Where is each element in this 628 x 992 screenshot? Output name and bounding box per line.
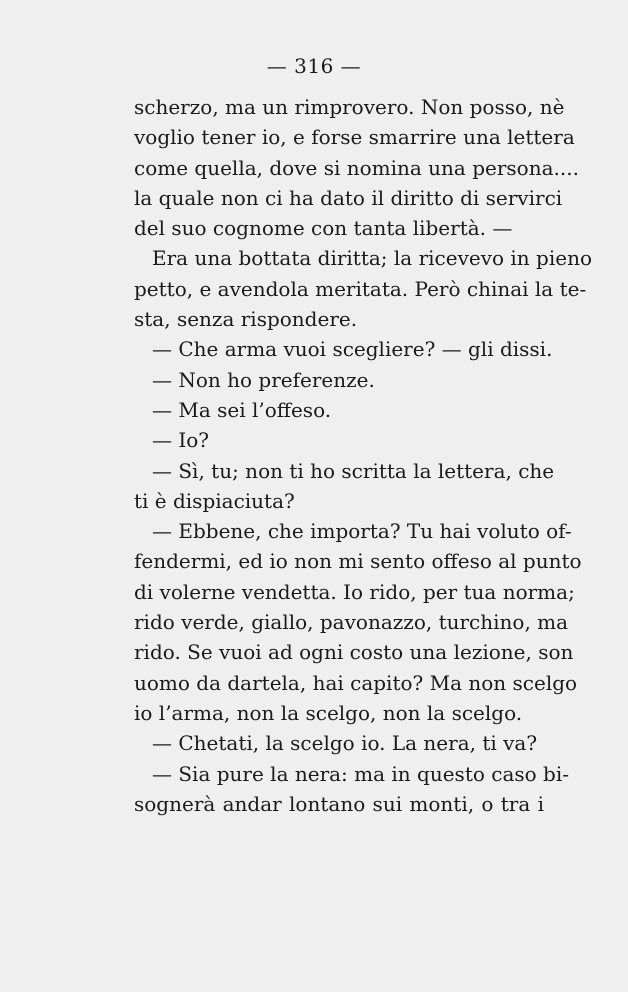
text-line: come quella, dove si nomina una persona.... xyxy=(134,155,579,180)
text-line: voglio tener io, e forse smarrire una lettera xyxy=(134,125,575,150)
text-line: scherzo, ma un rimprovero. Non posso, nè xyxy=(134,95,565,119)
text-line: io l’arma, non la scelgo, non la scelgo. xyxy=(134,700,523,725)
text-line: uomo da dartela, hai capito? Ma non scelgo xyxy=(134,670,578,695)
text-line: rido. Se vuoi ad ogni costo una lezione, son xyxy=(134,640,574,665)
text-line: di volerne vendetta. Io rido, per tua norma; xyxy=(134,579,575,604)
text-line: — Sì, tu; non ti ho scritta la lettera, che xyxy=(152,458,555,483)
page-number: — 316 — xyxy=(266,54,362,78)
text-line: sta, senza rispondere. xyxy=(134,307,358,332)
text-line: rido verde, giallo, pavonazzo, turchino, ma xyxy=(134,610,569,635)
text-line: fendermi, ed io non mi sento offeso al punto xyxy=(134,549,582,574)
text-line: — Chetati, la scelgo io. La nera, ti va? xyxy=(152,731,538,756)
text-line: Era una bottata diritta; la ricevevo in pieno xyxy=(152,246,592,271)
text-line: petto, e avendola meritata. Però chinai la te- xyxy=(134,276,587,301)
text-line: ti è dispiaciuta? xyxy=(134,488,295,513)
body-text xyxy=(134,92,592,819)
text-line: sognerà andar lontano sui monti, o tra i xyxy=(134,791,544,816)
text-line: — Ebbene, che importa? Tu hai voluto of- xyxy=(152,519,572,544)
text-line: — Non ho preferenze. xyxy=(152,367,375,392)
text-line: del suo cognome con tanta libertà. — xyxy=(134,216,513,241)
text-line: — Ma sei l’offeso. xyxy=(152,397,332,422)
text-line: la quale non ci ha dato il diritto di servirci xyxy=(134,185,563,210)
text-line: — Sia pure la nera: ma in questo caso bi- xyxy=(152,761,569,786)
text-line: — Che arma vuoi scegliere? — gli dissi. xyxy=(152,337,553,362)
text-line: — Io? xyxy=(152,428,210,453)
